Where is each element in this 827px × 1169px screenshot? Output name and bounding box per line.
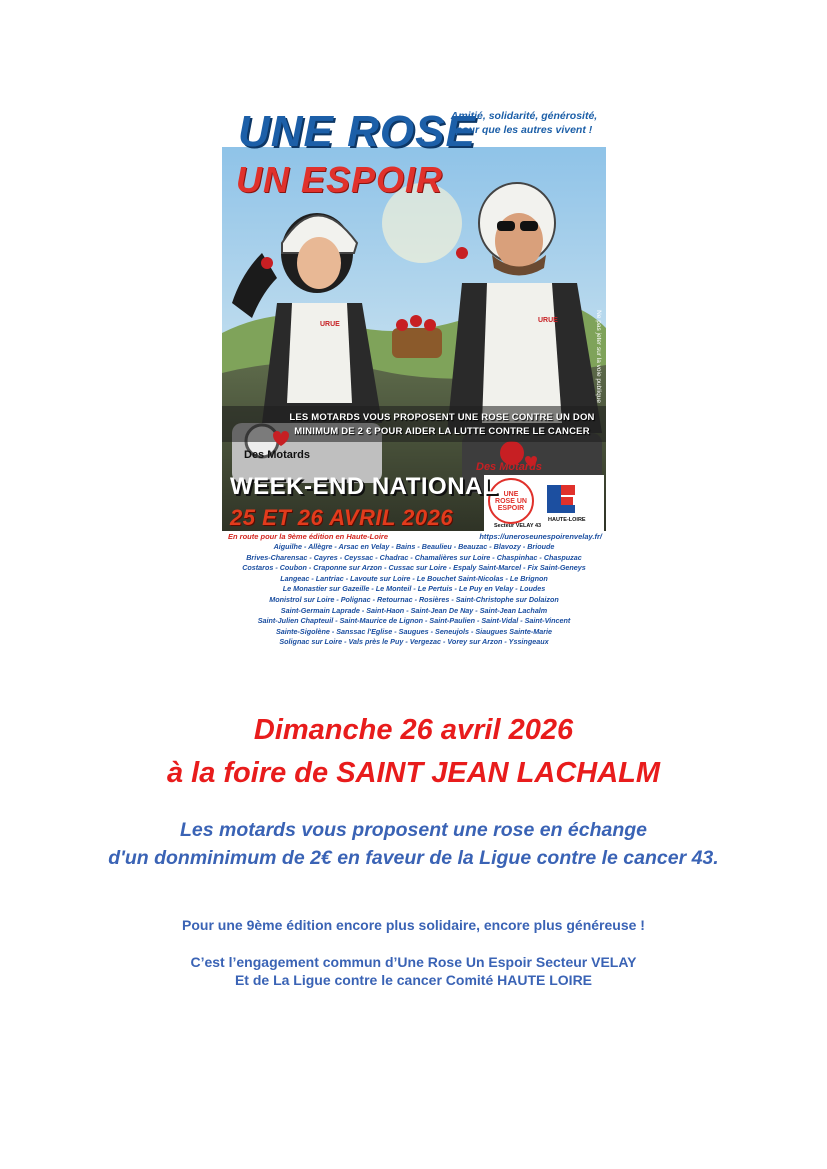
poster-weekend-national: WEEK-END NATIONAL: [230, 473, 499, 500]
towns-line: Le Monastier sur Gazeille - Le Monteil - Le Pertuis - Le Puy en Velay - Loudes: [282, 584, 546, 594]
event-poster: [222, 103, 606, 647]
towns-line: Costaros - Coubon - Craponne sur Arzon - Cussac sur Loire - Espaly Saint-Marcel - Fix Saint-Geneys: [242, 563, 586, 573]
towns-line: Monistrol sur Loire - Polignac - Retournac - Rosières - Saint-Christophe sur Dolaizon: [269, 594, 559, 604]
ligue-contre-cancer-logo-icon: [547, 485, 575, 513]
towns-line: Aiguilhe - Allègre - Arsac en Velay - Bains - Beaulieu - Beauzac - Blavozy - Brioude: [273, 542, 555, 551]
tagline-line: pour que les autres vivent !: [455, 124, 593, 136]
towns-line: Brives-Charensac - Cayres - Ceyssac - Chadrac - Chamalières sur Loire - Chaspinhac - Chaspuzac: [246, 552, 582, 562]
tagline-line: Amitié, solidarité, générosité,: [450, 110, 598, 122]
footer-ligue-line: Et de La Ligue contre le cancer Comité HAUTE LOIRE: [234, 972, 593, 988]
subtext-line: d'un donminimum de 2€ en faveur de la Ligue contre le cancer 43.: [108, 847, 719, 869]
sector-label: Secteur VELAY 43: [494, 523, 542, 529]
des-motards-label: Des Motards: [476, 461, 543, 473]
towns-line: Solignac sur Loire - Vals près le Puy - Vergezac - Vorey sur Arzon - Yssingeaux: [279, 637, 549, 647]
footer-edition-line: Pour une 9ème édition encore plus solidaire, encore plus généreuse !: [182, 917, 645, 933]
headline-date: Dimanche 26 avril 2026: [253, 714, 574, 746]
vest-label-woman: URUE: [320, 321, 340, 328]
towns-line: Langeac - Lantriac - Lavoute sur Loire - Le Bouchet Saint-Nicolas - Le Brignon: [280, 573, 548, 583]
vertical-note: Ne pas jeter sur la voie publique: [595, 310, 602, 403]
poster-title-une-rose: UNE ROSE: [238, 107, 476, 156]
des-motards-label: Des Motards: [244, 449, 311, 461]
poster-edition: En route pour la 9ème édition en Haute-Loire: [228, 532, 389, 541]
logo-rose-text: UNE ROSE UN ESPOIR: [495, 491, 527, 512]
poster-illustration: [222, 103, 606, 531]
towns-line: Saint-Julien Chapteuil - Saint-Maurice de Lignon - Saint-Paulien - Saint-Vidal - Saint-Vincent: [257, 616, 571, 626]
poster-website-link[interactable]: https://uneroseunespoirenvelay.fr/: [479, 532, 602, 541]
towns-line: Sainte-Sigolène - Sanssac l'Eglise - Saugues - Seneujols - Siaugues Sainte-Marie: [275, 626, 553, 636]
headline-location: à la foire de SAINT JEAN LACHALM: [166, 757, 661, 789]
poster-dates: 25 ET 26 AVRIL 2026: [230, 505, 454, 530]
poster-banner-line: LES MOTARDS VOUS PROPOSENT UNE ROSE CONTRE UN DON: [289, 412, 595, 423]
poster-title-un-espoir: UN ESPOIR: [236, 159, 444, 200]
poster-tagline: [450, 109, 598, 137]
poster-towns-list: [222, 542, 606, 648]
vest-label-man: URUE: [538, 317, 558, 324]
poster-banner-line: MINIMUM DE 2 € POUR AIDER LA LUTTE CONTRE LE CANCER: [294, 426, 590, 437]
towns-line: Saint-Germain Laprade - Saint-Haon - Saint-Jean De Nay - Saint-Jean Lachalm: [280, 605, 548, 615]
haute-loire-label: HAUTE-LOIRE: [548, 517, 586, 523]
footer-engagement-line: C’est l’engagement commun d’Une Rose Un Espoir Secteur VELAY: [190, 954, 637, 970]
subtext-line: Les motards vous proposent une rose en échange: [179, 819, 648, 841]
